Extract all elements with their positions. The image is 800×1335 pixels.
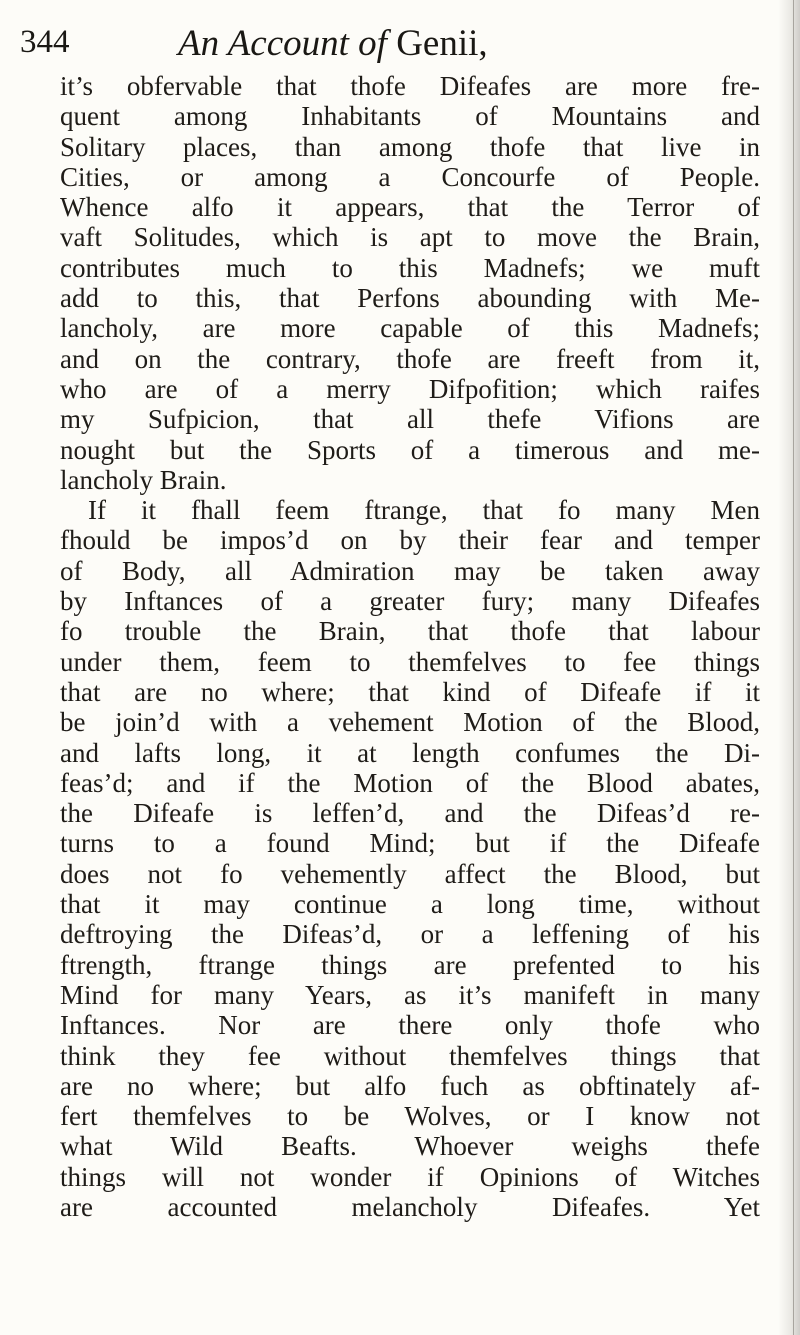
text-line: does not fo vehemently affect the Blood, but xyxy=(60,858,760,889)
text-line: think they fee without themfelves things that xyxy=(60,1040,760,1071)
text-line: my Sufpicion, that all thefe Vifions are xyxy=(60,404,760,435)
running-head xyxy=(178,22,488,65)
body-text xyxy=(60,71,760,1222)
text-line: turns to a found Mind; but if the Difeafe xyxy=(60,828,760,859)
text-line: Solitary places, than among thofe that live in xyxy=(60,131,760,162)
running-head-roman: Genii, xyxy=(396,23,488,64)
text-line: fo trouble the Brain, that thofe that labour xyxy=(60,616,760,647)
text-line: that are no where; that kind of Difeafe if it xyxy=(60,676,760,707)
text-line: Inftances. Nor are there only thofe who xyxy=(60,1010,760,1041)
text-line: it’s obfervable that thofe Difeafes are more fre- xyxy=(60,71,760,101)
text-line: who are of a merry Difpofition; which raifes xyxy=(60,373,760,404)
page-edge-shadow xyxy=(778,0,800,1335)
text-line: what Wild Beafts. Whoever weighs thefe xyxy=(60,1131,760,1162)
page-edge-line xyxy=(793,0,794,1335)
text-line: the Difeafe is leffen’d, and the Difeas’d re- xyxy=(60,798,760,829)
text-line: ftrength, ftrange things are prefented to his xyxy=(60,949,760,980)
text-line: deftroying the Difeas’d, or a leffening of his xyxy=(60,919,760,950)
page-number: 344 xyxy=(20,24,70,60)
text-line: be join’d with a vehement Motion of the Blood, xyxy=(60,707,760,738)
text-line: lancholy, are more capable of this Madnefs; xyxy=(60,313,760,344)
text-line: feas’d; and if the Motion of the Blood abates, xyxy=(60,767,760,798)
text-line: Cities, or among a Concourfe of People. xyxy=(60,161,760,192)
text-line: fhould be impos’d on by their fear and temper xyxy=(60,525,760,556)
page-header xyxy=(20,22,760,74)
text-line: Whence alfo it appears, that the Terror of xyxy=(60,192,760,223)
text-line: and on the contrary, thofe are freeft from it, xyxy=(60,343,760,374)
text-line: are no where; but alfo fuch as obftinately af- xyxy=(60,1070,760,1101)
text-line: are accounted melancholy Difeafes. Yet xyxy=(60,1191,760,1222)
text-line: by Inftances of a greater fury; many Difeafes xyxy=(60,586,760,617)
text-line: add to this, that Perfons abounding with Me- xyxy=(60,283,760,314)
text-line: things will not wonder if Opinions of Witches xyxy=(60,1161,760,1192)
text-line: lancholy Brain. xyxy=(60,464,227,495)
text-line: contributes much to this Madnefs; we muft xyxy=(60,252,760,283)
text-line: vaft Solitudes, which is apt to move the Brain, xyxy=(60,222,760,253)
text-line: quent among Inhabitants of Mountains and xyxy=(60,101,760,132)
text-line: under them, feem to themfelves to fee things xyxy=(60,646,760,677)
text-line: If it fhall feem ftrange, that fo many Men xyxy=(88,495,760,526)
text-line: nought but the Sports of a timerous and me- xyxy=(60,434,760,465)
text-line: fert themfelves to be Wolves, or I know not xyxy=(60,1101,760,1132)
text-line: of Body, all Admiration may be taken away xyxy=(60,555,760,586)
text-line: that it may continue a long time, without xyxy=(60,889,760,920)
text-line: Mind for many Years, as it’s manifeft in many xyxy=(60,979,760,1010)
running-head-italic: An Account of xyxy=(178,23,387,64)
text-line: and lafts long, it at length confumes the Di- xyxy=(60,737,760,768)
